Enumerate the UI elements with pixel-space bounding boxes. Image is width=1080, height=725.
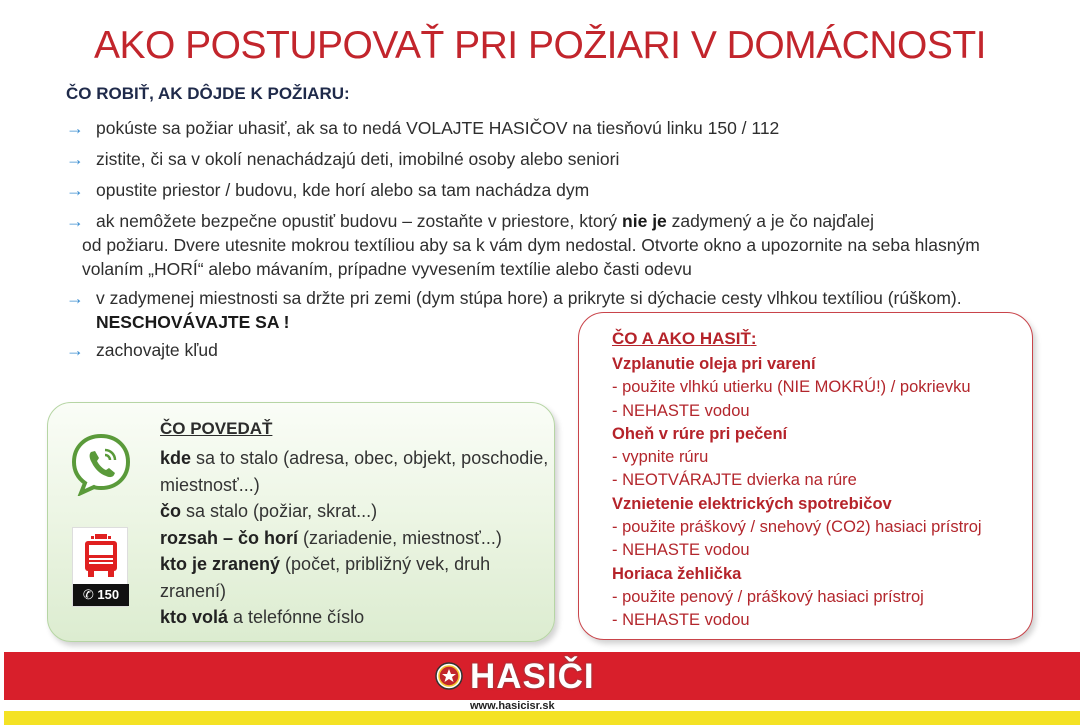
case-instruction: - NEHASTE vodou — [612, 541, 750, 560]
list-item-text: a telefónne číslo — [228, 607, 365, 627]
list-item-text: (zariadenie, miestnosť...) — [298, 527, 502, 548]
list-item-text: zachovajte kľud — [96, 340, 218, 360]
list-item-text: v zadymenej miestnosti sa držte pri zemi (dym stúpa hore) a prikryte si dýchacie cesty vlhkou textíliou (rúškom). — [96, 288, 962, 308]
page-title: AKO POSTUPOVAŤ PRI POŽIARI V DOMÁCNOSTI — [93, 24, 987, 67]
case-heading: Vznietenie elektrických spotrebičov — [612, 494, 892, 513]
phone-chat-icon — [69, 432, 133, 496]
list-item-key: kde — [160, 448, 192, 468]
list-item-text: sa to stalo (adresa, obec, objekt, poschodie, miestnosť...) — [160, 448, 549, 495]
list-item-key: rozsah – čo horí — [160, 527, 299, 548]
arrow-right-icon: → — [66, 340, 84, 360]
what-to-say-list — [160, 445, 550, 631]
list-item — [66, 147, 619, 171]
how-to-extinguish-panel — [578, 312, 1033, 640]
list-item — [66, 178, 589, 202]
footer-website-link[interactable]: www.hasicisr.sk — [470, 700, 555, 712]
list-item-text: sa stalo (požiar, skrat...) — [181, 501, 378, 521]
case-instruction: - NEHASTE vodou — [612, 611, 750, 630]
list-item-emphasis: nie je — [622, 211, 667, 231]
case-instruction: - NEHASTE vodou — [612, 401, 750, 420]
fire-truck-graphic — [73, 528, 129, 586]
list-item-key: čo — [160, 501, 182, 521]
case-instruction: - NEOTVÁRAJTE dvierka na rúre — [612, 471, 857, 490]
list-item-text: opustite priestor / budovu, kde horí alebo sa tam nachádza dym — [96, 180, 590, 200]
list-item-text: pokúste sa požiar uhasiť, ak sa to nedá VOLAJTE HASIČOV na tiesňovú linku 150 / 112 — [96, 118, 780, 138]
list-item — [66, 116, 779, 140]
list-item — [66, 338, 218, 362]
case-heading: Oheň v rúre pri pečení — [612, 424, 788, 443]
list-item-key: kto volá — [160, 607, 229, 627]
footer-brand: HASIČI — [470, 657, 595, 696]
list-item — [160, 498, 550, 525]
footer-stripe — [4, 711, 1080, 725]
panel-title-text: ČO A AKO HASIŤ — [612, 329, 751, 348]
case-instruction: - použite vlhkú utierku (NIE MOKRÚ!) / pokrievku — [612, 378, 971, 397]
list-item — [160, 551, 550, 604]
emergency-number-badge: ✆ 150 — [73, 584, 129, 606]
list-item-emphasis: NESCHOVÁVAJTE SA ! — [96, 312, 290, 332]
panel-title-suffix: : — [750, 329, 757, 348]
arrow-right-icon: → — [66, 288, 84, 308]
case-heading: Horiaca žehlička — [612, 564, 742, 583]
list-item — [160, 525, 550, 552]
list-item-key: kto je zranený — [160, 554, 281, 574]
list-item-text: ak nemôžete bezpečne opustiť budovu – zostaňte v priestore, ktorý — [96, 211, 623, 231]
arrow-right-icon: → — [66, 211, 84, 231]
list-item-text: zistite, či sa v okolí nenachádzajú deti, imobilné osoby alebo seniori — [96, 149, 620, 169]
list-item-text: zadymený a je čo najďalej — [666, 211, 875, 231]
fire-truck-icon — [72, 527, 128, 607]
firefighters-emblem-icon — [435, 662, 463, 690]
list-item — [160, 445, 550, 498]
arrow-right-icon: → — [66, 118, 84, 138]
panel-title — [612, 329, 757, 349]
list-item — [66, 209, 1006, 281]
list-item-continuation: od požiaru. Dvere utesnite mokrou textíliou aby sa k vám dym nedostal. Otvorte okno a upozornite na seba hlasným volaním „HORÍ“ alebo mávaním, prípadne vyvesením textílie alebo časti odevu — [82, 235, 980, 279]
arrow-right-icon: → — [66, 149, 84, 169]
arrow-right-icon: → — [66, 180, 84, 200]
case-heading: Vzplanutie oleja pri varení — [612, 355, 816, 373]
case-instruction: - použite penový / práškový hasiaci prístroj — [612, 587, 924, 606]
extinguish-list — [612, 353, 1027, 633]
case-instruction: - vypnite rúru — [612, 448, 709, 467]
what-to-say-panel — [47, 402, 555, 642]
section-heading: ČO ROBIŤ, AK DÔJDE K POŽIARU: — [66, 84, 350, 103]
list-item — [160, 604, 550, 631]
case-instruction: - použite práškový / snehový (CO2) hasiaci prístroj — [612, 518, 982, 537]
panel-title: ČO POVEDAŤ — [160, 419, 273, 438]
list-item-text: (počet, približný vek, druh zranení) — [160, 554, 491, 601]
